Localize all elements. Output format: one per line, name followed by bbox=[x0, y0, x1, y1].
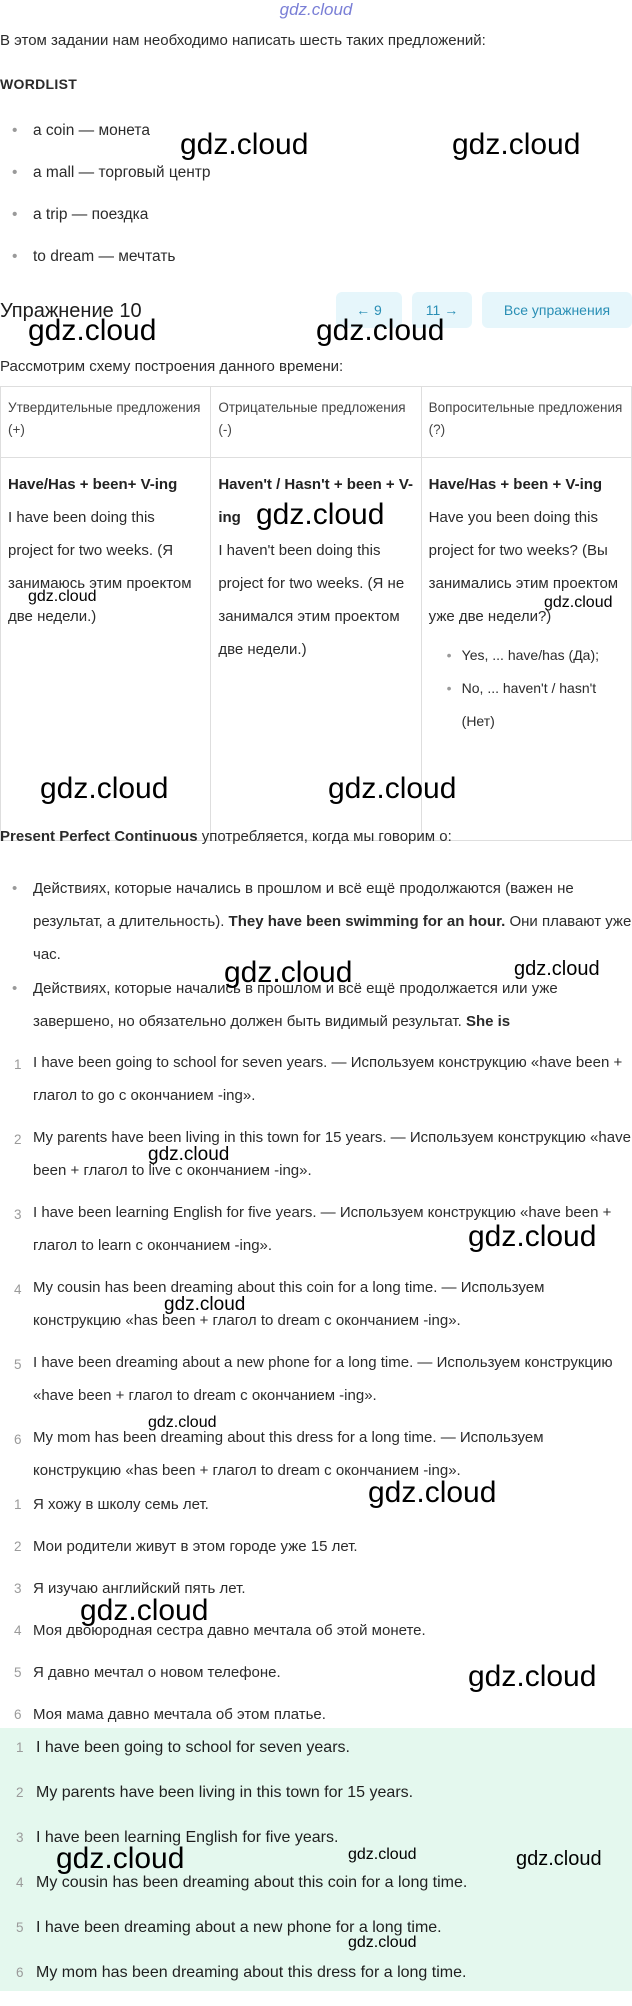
explanation-text: My mom has been dreaming about this dress for a long time. — Используем конструкцию «has been + глагол to dream с окончанием -ing». bbox=[33, 1429, 544, 1479]
answer-text: My mom has been dreaming about this dress for a long time. bbox=[36, 1964, 467, 1981]
watermark: gdz.cloud bbox=[80, 1594, 209, 1627]
watermark: gdz.cloud bbox=[544, 594, 613, 611]
scheme-intro: Рассмотрим схему построения данного времени: bbox=[0, 358, 344, 375]
answer-text: My parents have been living in this town for 15 years. bbox=[36, 1784, 414, 1801]
watermark: gdz.cloud bbox=[56, 1842, 185, 1875]
wordlist-item: • a mall — торговый центр bbox=[0, 164, 600, 206]
next-exercise-button[interactable]: 11 → bbox=[412, 292, 472, 328]
usage-item bbox=[0, 972, 632, 1038]
prev-exercise-button[interactable]: ← 9 bbox=[336, 292, 402, 328]
wordlist-title: WORDLIST bbox=[0, 76, 78, 92]
negative-formula: Haven't / Hasn't + been + V-ing bbox=[218, 476, 414, 526]
watermark: gdz.cloud bbox=[180, 128, 309, 161]
explanation-text: My cousin has been dreaming about this coin for a long time. — Используем конструкцию «has been + глагол to dream с окончанием -ing». bbox=[33, 1279, 545, 1329]
item-number: 5 bbox=[14, 1665, 22, 1680]
item-number: 4 bbox=[14, 1623, 22, 1638]
translations-list bbox=[0, 1493, 632, 1745]
answer-text: My cousin has been dreaming about this coin for a long time. bbox=[36, 1874, 468, 1891]
list-item bbox=[0, 1736, 632, 1781]
item-number: 5 bbox=[16, 1920, 24, 1935]
item-number: 2 bbox=[14, 1539, 22, 1554]
watermark: gdz.cloud bbox=[516, 1848, 602, 1870]
wordlist-item: • a coin — монета bbox=[0, 122, 600, 164]
watermark: gdz.cloud bbox=[316, 314, 445, 347]
list-item bbox=[0, 1421, 632, 1496]
question-formula: Have/Has + been + V-ing bbox=[428, 476, 603, 493]
answer-text: I have been going to school for seven years. bbox=[36, 1739, 350, 1756]
list-item bbox=[0, 1961, 632, 2006]
short-answer-yes: • Yes, ... have/has (Да); bbox=[429, 639, 624, 672]
watermark: gdz.cloud bbox=[348, 1934, 417, 1951]
scheme-table bbox=[0, 386, 632, 841]
usage-text: Они плавают уже час. bbox=[33, 913, 632, 963]
item-number: 1 bbox=[16, 1740, 24, 1755]
list-item bbox=[0, 1046, 632, 1121]
explanation-text: I have been learning English for five years. — Используем конструкцию «have been + глагол to learn с окончанием -ing». bbox=[33, 1204, 612, 1254]
watermark: gdz.cloud bbox=[468, 1220, 597, 1253]
site-logo[interactable]: gdz.cloud bbox=[279, 0, 353, 19]
usage-text: Действиях, которые начались в прошлом и всё ещё продолжаются (важен не результат, а длительность). bbox=[33, 880, 574, 930]
question-cell bbox=[421, 458, 631, 841]
affirmative-example: I have been doing this project for two weeks. (Я занимаюсь этим проектом две недели.) bbox=[8, 509, 192, 625]
watermark: gdz.cloud bbox=[148, 1414, 217, 1431]
item-number: 3 bbox=[14, 1207, 22, 1222]
translation-text: Моя двоюродная сестра давно мечтала об этой монете. bbox=[33, 1622, 426, 1639]
usage-item bbox=[0, 872, 632, 972]
item-number: 3 bbox=[16, 1830, 24, 1845]
negative-example: I haven't been doing this project for two weeks. (Я не занимался этим проектом две недели.) bbox=[218, 542, 405, 658]
answers-list bbox=[0, 1736, 632, 2006]
list-item bbox=[0, 1871, 632, 1916]
explanation-text: My parents have been living in this town for 15 years. — Используем конструкцию «have been + глагол to live с окончанием -ing». bbox=[33, 1129, 631, 1179]
usage-example: They have been swimming for an hour. bbox=[228, 913, 506, 930]
list-item bbox=[0, 1346, 632, 1421]
watermark: gdz.cloud bbox=[468, 1660, 597, 1693]
item-number: 4 bbox=[16, 1875, 24, 1890]
list-item bbox=[0, 1781, 632, 1826]
translation-text: Моя мама давно мечтала об этом платье. bbox=[33, 1706, 326, 1723]
affirmative-formula: Have/Has + been+ V-ing bbox=[8, 476, 178, 493]
list-item bbox=[0, 1493, 632, 1535]
usage-list bbox=[0, 872, 632, 1038]
watermark: gdz.cloud bbox=[148, 1144, 230, 1165]
watermark: gdz.cloud bbox=[452, 128, 581, 161]
watermark: gdz.cloud bbox=[28, 314, 157, 347]
translation-text: Я хожу в школу семь лет. bbox=[33, 1496, 209, 1513]
item-number: 2 bbox=[14, 1132, 22, 1147]
negative-cell bbox=[211, 458, 421, 841]
list-item bbox=[0, 1826, 632, 1871]
wordlist-item: • a trip — поездка bbox=[0, 206, 600, 248]
usage-intro-rest: употребляется, когда мы говорим о: bbox=[197, 828, 452, 845]
item-number: 5 bbox=[14, 1357, 22, 1372]
negative-header: Отрицательные предложения (-) bbox=[211, 387, 421, 458]
watermark: gdz.cloud bbox=[256, 498, 385, 531]
short-answer-no: • No, ... haven't / hasn't (Нет) bbox=[429, 672, 624, 738]
list-item bbox=[0, 1121, 632, 1196]
affirmative-header: Утвердительные предложения (+) bbox=[1, 387, 211, 458]
item-number: 4 bbox=[14, 1282, 22, 1297]
affirmative-cell bbox=[1, 458, 211, 841]
watermark: gdz.cloud bbox=[368, 1476, 497, 1509]
translation-text: Мои родители живут в этом городе уже 15 лет. bbox=[33, 1538, 358, 1555]
watermark: gdz.cloud bbox=[514, 958, 600, 980]
explanation-text: I have been dreaming about a new phone for a long time. — Используем конструкцию «have been + глагол to dream с окончанием -ing». bbox=[33, 1354, 613, 1404]
usage-text: Действиях, которые начались в прошлом и всё ещё продолжается или уже завершено, но обязательно должен быть видимый результат. bbox=[33, 980, 558, 1030]
answer-text: I have been dreaming about a new phone for a long time. bbox=[36, 1919, 442, 1936]
item-number: 6 bbox=[14, 1432, 22, 1447]
item-number: 1 bbox=[14, 1497, 22, 1512]
item-number: 6 bbox=[14, 1707, 22, 1722]
watermark: gdz.cloud bbox=[28, 588, 97, 605]
item-number: 1 bbox=[14, 1057, 22, 1072]
list-item bbox=[0, 1271, 632, 1346]
list-item bbox=[0, 1916, 632, 1961]
usage-intro bbox=[0, 828, 452, 845]
translation-text: Я изучаю английский пять лет. bbox=[33, 1580, 246, 1597]
watermark: gdz.cloud bbox=[224, 956, 353, 989]
usage-intro-term: Present Perfect Continuous bbox=[0, 828, 198, 845]
watermark: gdz.cloud bbox=[348, 1846, 417, 1863]
question-example: Have you been doing this project for two weeks? (Вы занимались этим проектом уже две недели?) bbox=[428, 509, 619, 625]
wordlist bbox=[0, 122, 600, 290]
watermark: gdz.cloud bbox=[328, 772, 457, 805]
explanation-text: I have been going to school for seven years. — Используем конструкцию «have been + глагол to go с окончанием -ing». bbox=[33, 1054, 623, 1104]
usage-example: She is bbox=[465, 1013, 511, 1030]
exercise-title: Упражнение 10 bbox=[0, 300, 142, 322]
short-answers bbox=[429, 639, 624, 738]
list-item bbox=[0, 1577, 632, 1619]
list-item bbox=[0, 1661, 632, 1703]
translation-text: Я давно мечтал о новом телефоне. bbox=[33, 1664, 281, 1681]
list-item bbox=[0, 1535, 632, 1577]
intro-text: В этом задании нам необходимо написать шесть таких предложений: bbox=[0, 32, 486, 49]
list-item bbox=[0, 1196, 632, 1271]
answer-text: I have been learning English for five years. bbox=[36, 1829, 339, 1846]
explanations-list bbox=[0, 1046, 632, 1496]
item-number: 2 bbox=[16, 1785, 24, 1800]
item-number: 6 bbox=[16, 1965, 24, 1980]
list-item bbox=[0, 1619, 632, 1661]
item-number: 3 bbox=[14, 1581, 22, 1596]
all-exercises-button[interactable]: Все упражнения bbox=[482, 292, 632, 328]
watermark: gdz.cloud bbox=[40, 772, 169, 805]
watermark: gdz.cloud bbox=[164, 1294, 246, 1315]
question-header: Вопросительные предложения (?) bbox=[421, 387, 631, 458]
wordlist-item: • to dream — мечтать bbox=[0, 248, 600, 290]
